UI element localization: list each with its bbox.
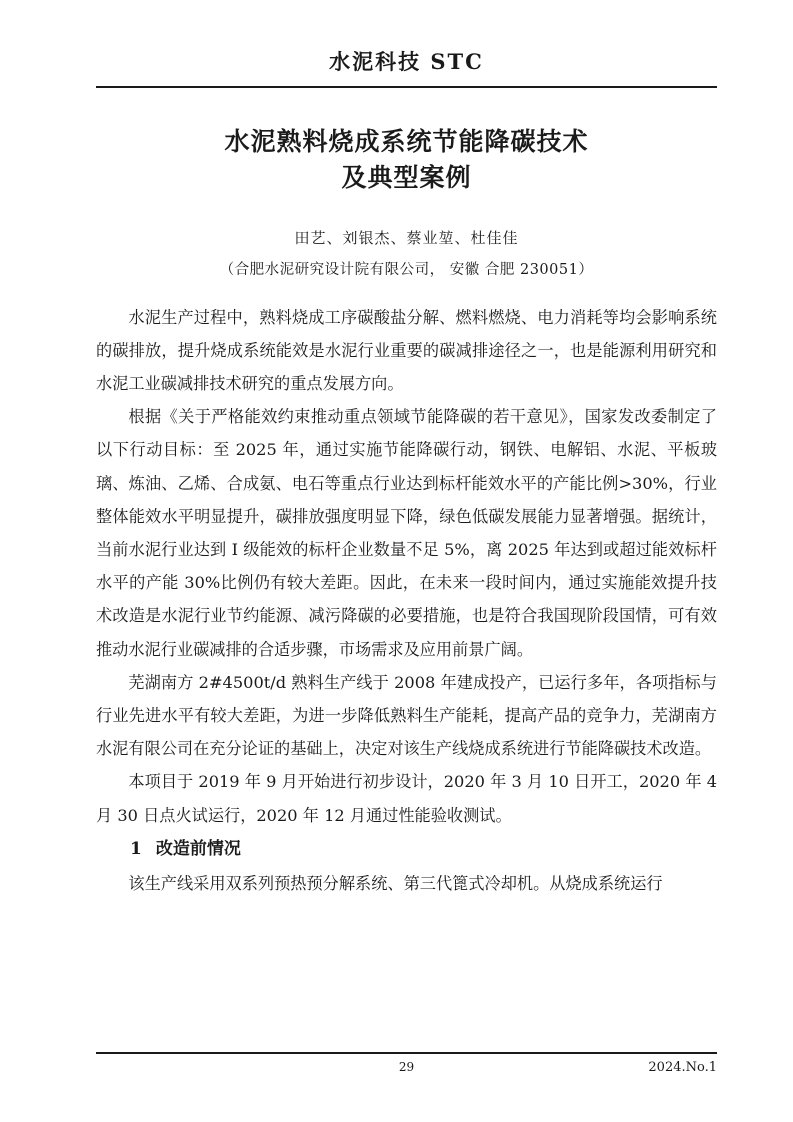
body-paragraph: 水泥生产过程中，熟料烧成工序碳酸盐分解、燃料燃烧、电力消耗等均会影响系统的碳排放，提升烧成系统能效是水泥行业重要的碳减排途径之一，也是能源利用研究和水泥工业碳减排技术研究的重点发展方向。 xyxy=(96,307,717,393)
article-title-line-1: 水泥熟料烧成系统节能降碳技术 xyxy=(224,127,589,156)
article-title-line-2: 及典型案例 xyxy=(341,163,472,193)
body-paragraph: 芜湖南方 2#4500t/d 熟料生产线于 2008 年建成投产，已运行多年，各项指标与行业先进水平有较大差距，为进一步降低熟料生产能耗，提高产品的竞争力，芜湖南方水泥有限公司在充分论证的基础上，决定对该生产线烧成系统进行节能降碳技术改造。 xyxy=(96,672,717,759)
section-heading-1 xyxy=(96,832,717,867)
section-title: 改造前情况 xyxy=(155,838,241,859)
running-header xyxy=(96,0,717,76)
footer-divider xyxy=(96,1052,717,1054)
article-authors: 田艺、刘银杰、蔡业堃、杜佳佳 xyxy=(294,228,519,247)
issue-label: 2024.No.1 xyxy=(648,1060,717,1075)
article-body xyxy=(96,301,717,900)
header-divider xyxy=(96,86,717,88)
article-affiliation: （合肥水泥研究设计院有限公司， 安徽 合肥 230051） xyxy=(219,261,594,278)
page-content-area xyxy=(96,0,717,1122)
page-footer xyxy=(96,1060,717,1080)
page-number: 29 xyxy=(398,1060,415,1074)
body-paragraph: 根据《关于严格能效约束推动重点领域节能降碳的若干意见》，国家发改委制定了以下行动目标：至 2025 年，通过实施节能降碳行动，钢铁、电解铝、水泥、平板玻璃、炼油、乙烯、合成氨、电石等重点行业达到标杆能效水平的产能比例>30%，行业整体能效水平明显提升，碳排放强度明显下降，绿色低碳发展能力显著增强。据统计，当前水泥行业达到 Ⅰ 级能效的标杆企业数量不足 5%，离 2025 年达到或超过能效标杆水平的产能 30%比例仍有较大差距。因此，在未来一段时间内，通过实施能效提升技术改造是水泥行业节约能源、减污降碳的必要措施，也是符合我国现阶段国情，可有效推动水泥行业碳减排的合适步骤，市场需求及应用前景广阔。 xyxy=(96,407,717,659)
body-paragraph: 该生产线采用双系列预热预分解系统、第三代篦式冷却机。从烧成系统运行 xyxy=(128,873,663,893)
running-header-title: 水泥科技 STC xyxy=(329,49,484,74)
section-number: 1 xyxy=(130,838,142,859)
article-title xyxy=(96,124,717,197)
body-paragraph: 本项目于 2019 年 9 月开始进行初步设计，2020 年 3 月 10 日开工，2020 年 4 月 30 日点火试运行，2020 年 12 月通过性能验收测试。 xyxy=(96,772,717,825)
